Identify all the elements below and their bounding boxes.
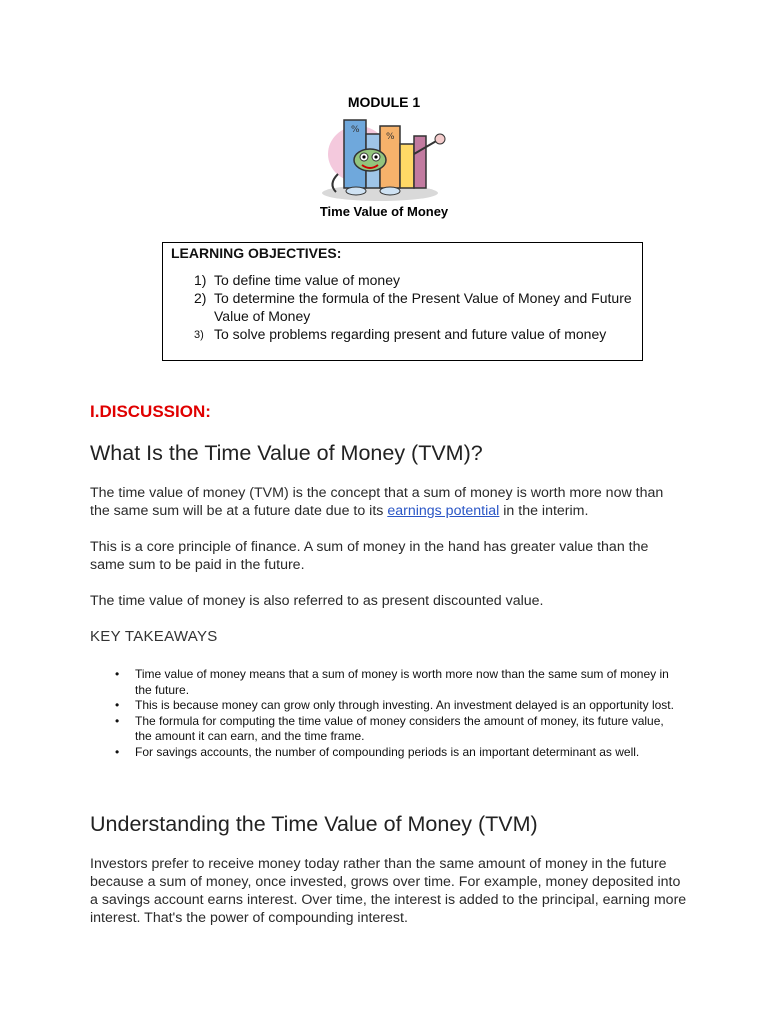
- takeaway-item: [113, 667, 678, 698]
- key-takeaways-heading: KEY TAKEAWAYS: [90, 628, 218, 645]
- bullet-icon: •: [115, 667, 120, 681]
- earnings-potential-link[interactable]: earnings potential: [387, 503, 500, 519]
- key-takeaways-list: [113, 667, 678, 760]
- module-title: MODULE 1: [347, 94, 421, 110]
- tvm-heading: What Is the Time Value of Money (TVM)?: [90, 441, 483, 465]
- takeaway-item: [113, 714, 678, 745]
- bullet-icon: •: [115, 713, 120, 728]
- takeaway-item: [113, 745, 678, 761]
- objective-number: 3): [194, 329, 204, 341]
- present-discounted-value-paragraph: The time value of money is also referred to as present discounted value.: [90, 593, 544, 609]
- core-principle-paragraph: This is a core principle of finance. A sum of money in the hand has greater value than the same sum to be paid in the future.: [90, 539, 649, 573]
- objective-number: 1): [194, 272, 207, 288]
- objective-text: To solve problems regarding present and future value of money: [214, 326, 607, 342]
- learning-objectives-title: LEARNING OBJECTIVES:: [171, 245, 342, 261]
- objectives-list: [171, 271, 634, 343]
- tvm-definition-paragraph: [90, 484, 680, 520]
- learning-objectives-box: [162, 242, 643, 361]
- investors-paragraph: Investors prefer to receive money today rather than the same amount of money in the future because a sum of money, once invested, grows over time. For example, money deposited into a savings account earns interest. Over time, the interest is added to the principal, earning more interest. That's the power of compounding interest.: [90, 856, 687, 926]
- objective-item: [171, 271, 634, 289]
- paragraph-text: in the interim.: [499, 503, 589, 519]
- clipart-label: %: [386, 132, 395, 142]
- paragraph-text: The time value of money (TVM) is the concept that a sum of money is worth more now than the same sum will be at a future date due to its: [90, 485, 664, 519]
- understanding-tvm-heading: Understanding the Time Value of Money (TVM): [90, 812, 538, 836]
- clipart-label: %: [351, 125, 360, 135]
- bar-chart-mascot-image: [318, 114, 458, 204]
- objective-text: To determine the formula of the Present Value of Money and Future Value of Money: [214, 290, 632, 324]
- bullet-icon: •: [115, 744, 120, 759]
- discussion-heading: I.DISCUSSION:: [90, 402, 211, 421]
- objective-item: [171, 325, 634, 343]
- takeaway-text: The formula for computing the time value of money considers the amount of money, its future value, the amount it can earn, and the time frame.: [135, 713, 664, 743]
- takeaway-text: This is because money can grow only through investing. An investment delayed is an opportunity lost.: [135, 698, 674, 712]
- bullet-icon: •: [115, 698, 120, 712]
- objective-number: 2): [194, 290, 207, 306]
- objective-item: [171, 289, 634, 325]
- takeaway-text: For savings accounts, the number of compounding periods is an important determinant as well.: [135, 744, 640, 759]
- takeaway-item: [113, 698, 678, 714]
- takeaway-text: Time value of money means that a sum of money is worth more now than the same sum of money in the future.: [135, 667, 669, 697]
- module-subtitle: Time Value of Money: [319, 204, 449, 219]
- objective-text: To define time value of money: [214, 272, 400, 288]
